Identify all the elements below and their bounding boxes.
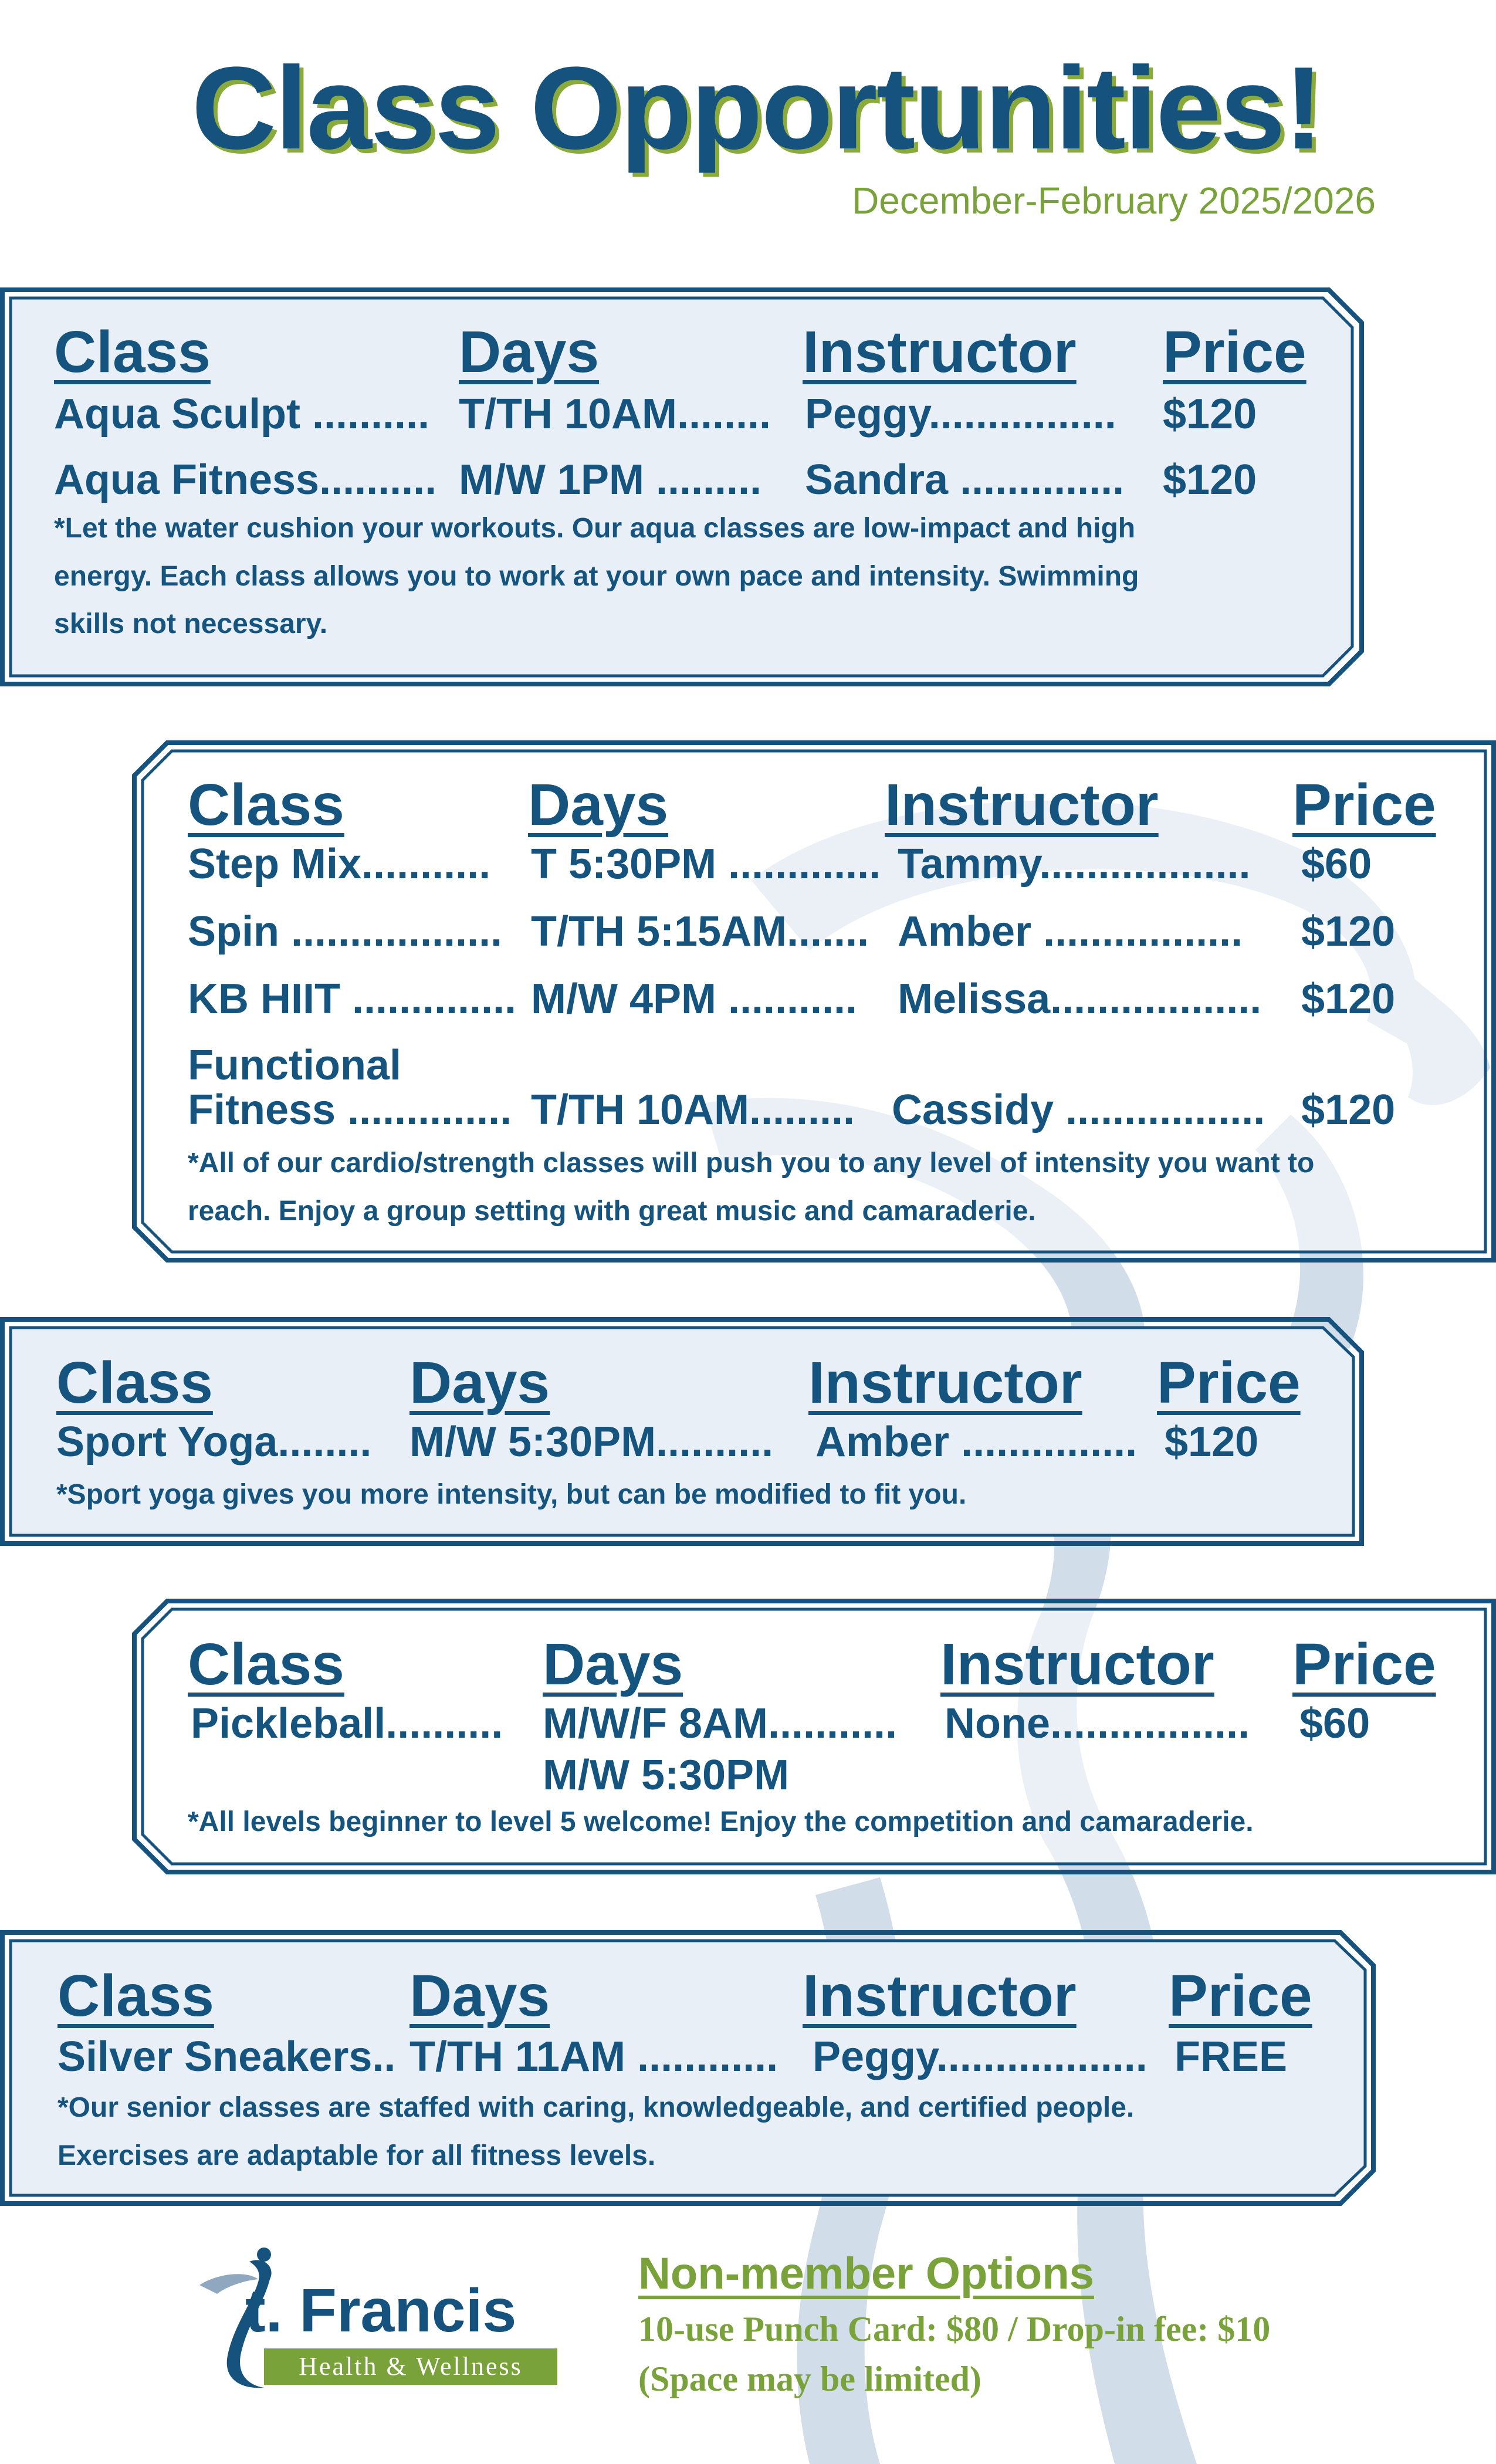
header-class: Class xyxy=(188,772,344,838)
header-class: Class xyxy=(54,319,211,385)
class-section-yoga xyxy=(0,1317,1364,1546)
header-days: Days xyxy=(409,1963,550,2029)
header-days: Days xyxy=(409,1350,550,1416)
class-price: $120 xyxy=(1165,1419,1259,1465)
class-instructor: None................. xyxy=(945,1700,1250,1747)
st-francis-logo xyxy=(182,2238,569,2391)
header-instructor: Instructor xyxy=(885,772,1159,838)
header-days: Days xyxy=(528,772,669,838)
class-instructor: Peggy.................. xyxy=(813,2033,1148,2080)
header-price: Price xyxy=(1157,1350,1301,1416)
logo-name: t. Francis xyxy=(245,2277,517,2345)
class-days: M/W 4PM ........... xyxy=(531,976,858,1023)
class-name-line1: Functional xyxy=(188,1042,401,1089)
header-instructor: Instructor xyxy=(808,1350,1082,1416)
class-name: Step Mix........... xyxy=(188,841,491,888)
class-name: Spin .................. xyxy=(188,908,503,955)
class-price: $60 xyxy=(1299,1700,1370,1747)
header-instructor: Instructor xyxy=(803,1963,1077,2029)
class-days: T 5:30PM ............. xyxy=(531,841,881,888)
class-section-cardio xyxy=(132,740,1496,1263)
class-instructor: Cassidy ................. xyxy=(892,1087,1265,1133)
section-note: *All levels beginner to level 5 welcome! Enjoy the competition and camaraderie. xyxy=(188,1806,1254,1837)
class-section-silver-sneakers xyxy=(0,1930,1376,2206)
class-name: Aqua Sculpt .......... xyxy=(54,391,430,438)
header-instructor: Instructor xyxy=(940,1632,1214,1697)
logo-tagline: Health & Wellness xyxy=(264,2348,557,2385)
class-instructor: Peggy................ xyxy=(805,391,1116,438)
header-price: Price xyxy=(1292,772,1436,838)
section-note: *All of our cardio/strength classes will push you to any level of intensity you want to reach. Enjoy a group setting with great music and camaraderie. xyxy=(188,1148,1315,1227)
section-note: *Sport yoga gives you more intensity, but can be modified to fit you. xyxy=(56,1479,967,1510)
class-price: $120 xyxy=(1301,976,1396,1023)
non-member-note: (Space may be limited) xyxy=(638,2360,981,2398)
page-title: Class Opportunities! xyxy=(191,43,1322,174)
header-days: Days xyxy=(543,1632,683,1697)
class-days: M/W 5:30PM.......... xyxy=(409,1419,774,1465)
class-name: KB HIIT .............. xyxy=(188,976,517,1023)
header-class: Class xyxy=(57,1963,214,2029)
class-instructor: Melissa.................. xyxy=(898,976,1262,1023)
class-section-pickleball xyxy=(132,1599,1496,1874)
class-section-aqua xyxy=(0,287,1364,686)
class-price: FREE xyxy=(1175,2033,1288,2080)
class-days: M/W 1PM ......... xyxy=(459,456,762,503)
class-price: $60 xyxy=(1301,841,1372,888)
class-days: T/TH 11AM ............ xyxy=(409,2033,779,2080)
class-instructor: Amber ............... xyxy=(815,1419,1138,1465)
class-name: Fitness .............. xyxy=(188,1087,512,1133)
class-instructor: Amber ................. xyxy=(898,908,1243,955)
class-name: Silver Sneakers.. xyxy=(57,2033,396,2080)
class-days: M/W/F 8AM........... xyxy=(543,1700,897,1747)
class-price: $120 xyxy=(1301,1087,1396,1133)
section-note: *Our senior classes are staffed with caring, knowledgeable, and certified people. Exercises are adaptable for all fitness levels. xyxy=(57,2092,1135,2171)
non-member-pricing: 10-use Punch Card: $80 / Drop-in fee: $10 xyxy=(638,2310,1271,2348)
header-days: Days xyxy=(459,319,600,385)
header-price: Price xyxy=(1163,319,1307,385)
section-note: *Let the water cushion your workouts. Our aqua classes are low-impact and high energy. Each class allows you to work at your own pace and intensity. Swimming skills not necessary. xyxy=(54,513,1139,640)
class-name: Aqua Fitness.......... xyxy=(54,456,437,503)
class-days: T/TH 10AM........ xyxy=(459,391,771,438)
header-class: Class xyxy=(188,1632,344,1697)
page-subtitle: December-February 2025/2026 xyxy=(852,180,1376,222)
class-instructor: Sandra .............. xyxy=(805,456,1125,503)
header-instructor: Instructor xyxy=(803,319,1077,385)
class-price: $120 xyxy=(1301,908,1396,955)
class-name: Pickleball.......... xyxy=(191,1700,503,1747)
class-days-line2: M/W 5:30PM xyxy=(543,1752,790,1799)
class-days: T/TH 10AM......... xyxy=(531,1087,855,1133)
header-price: Price xyxy=(1292,1632,1436,1697)
class-price: $120 xyxy=(1163,391,1257,438)
header-price: Price xyxy=(1169,1963,1312,2029)
class-instructor: Tammy.................. xyxy=(898,841,1251,888)
non-member-title: Non-member Options xyxy=(638,2249,1094,2299)
header-class: Class xyxy=(56,1350,213,1416)
class-days: T/TH 5:15AM....... xyxy=(531,908,869,955)
class-price: $120 xyxy=(1163,456,1257,503)
class-name: Sport Yoga........ xyxy=(56,1419,372,1465)
